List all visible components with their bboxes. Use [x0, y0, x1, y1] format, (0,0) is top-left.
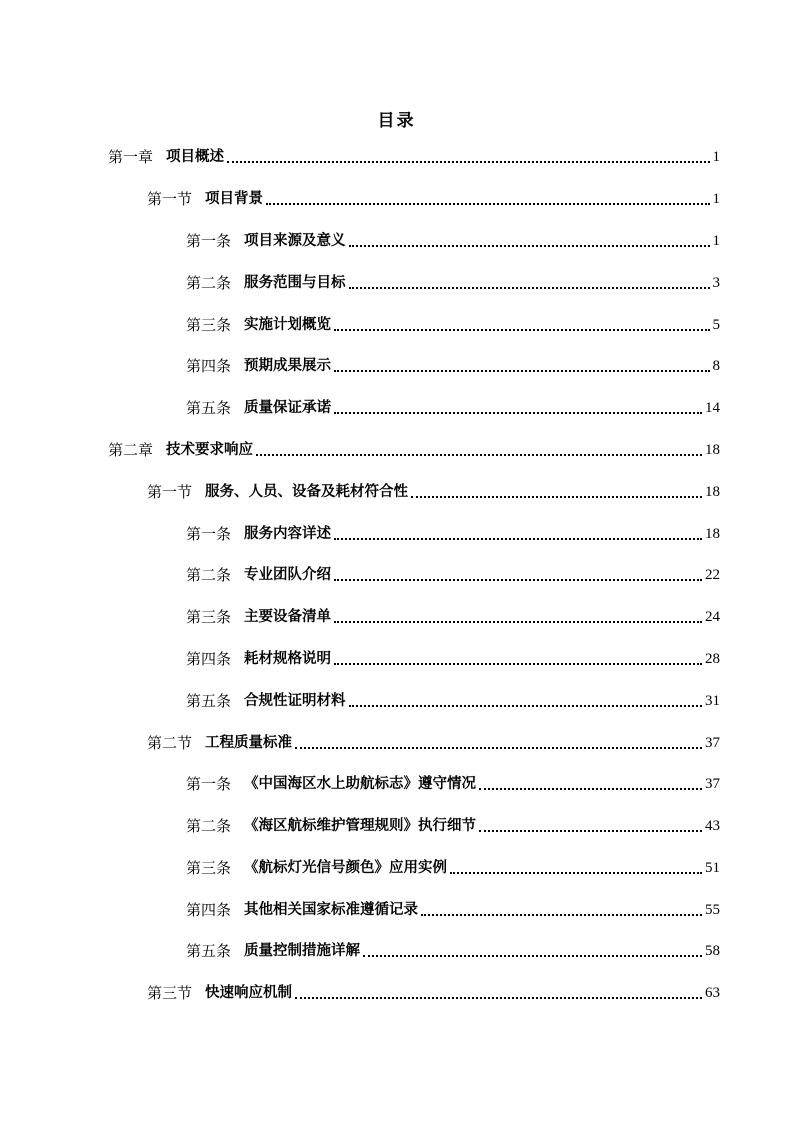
- toc-number: 第一条: [186, 232, 232, 250]
- toc-page-number: 22: [705, 567, 720, 583]
- toc-entry-ch1-sec1-art2[interactable]: [186, 272, 720, 294]
- toc-number: 第三条: [186, 859, 232, 877]
- toc-entry-ch1[interactable]: [108, 146, 720, 168]
- toc-leader: [479, 788, 702, 790]
- toc-number: 第二条: [186, 566, 232, 584]
- toc-text: 实施计划概览: [244, 317, 332, 333]
- toc-page-number: 37: [705, 735, 720, 751]
- toc-text: 工程质量标准: [205, 735, 293, 751]
- toc-entry-ch2-sec1-art2[interactable]: [186, 564, 720, 586]
- toc-text: 《中国海区水上助航标志》遵守情况: [244, 776, 477, 792]
- toc-entry-ch2-sec1-art5[interactable]: [186, 690, 720, 712]
- toc-text: 质量控制措施详解: [244, 943, 361, 959]
- toc-number: 第五条: [186, 399, 232, 417]
- toc-entry-ch1-sec1-art1[interactable]: [186, 230, 720, 252]
- toc-entry-ch2-sec1-art1[interactable]: [186, 523, 720, 545]
- toc-page-number: 14: [705, 400, 720, 416]
- toc-text: 质量保证承诺: [244, 400, 332, 416]
- toc-text: 服务范围与目标: [244, 275, 346, 291]
- toc-page-number: 58: [705, 943, 720, 959]
- toc-leader: [295, 747, 702, 749]
- toc-text: 项目来源及意义: [244, 233, 346, 249]
- toc-number: 第三条: [186, 608, 232, 626]
- toc-leader: [227, 161, 709, 163]
- toc-entry-ch2-sec2-art1[interactable]: [186, 773, 720, 795]
- toc-entry-ch2[interactable]: [108, 439, 720, 461]
- toc-page-number: 31: [705, 693, 720, 709]
- toc-leader: [349, 245, 710, 247]
- toc-leader: [349, 705, 702, 707]
- toc-entry-ch1-sec1-art5[interactable]: [186, 397, 720, 419]
- toc-number: 第四条: [186, 901, 232, 919]
- toc-number: 第三节: [147, 984, 193, 1002]
- toc-page-number: 24: [705, 609, 720, 625]
- toc-page-number: 1: [712, 149, 720, 165]
- toc-text: 其他相关国家标准遵循记录: [244, 902, 419, 918]
- toc-number: 第三条: [186, 316, 232, 334]
- toc-entry-ch2-sec2-art3[interactable]: [186, 857, 720, 879]
- toc-entry-ch1-sec1-art3[interactable]: [186, 314, 720, 336]
- toc-number: 第二章: [108, 441, 154, 459]
- toc-number: 第一节: [147, 483, 193, 501]
- toc-leader: [334, 329, 709, 331]
- toc-leader: [334, 412, 702, 414]
- toc-page-number: 55: [705, 902, 720, 918]
- toc-leader: [295, 997, 702, 999]
- toc-text: 技术要求响应: [166, 442, 254, 458]
- toc-page-number: 18: [705, 526, 720, 542]
- toc-entry-ch2-sec3[interactable]: [147, 982, 720, 1004]
- toc-page-number: 37: [705, 776, 720, 792]
- toc-leader: [334, 663, 702, 665]
- toc-leader: [334, 538, 702, 540]
- toc-page-number: 43: [705, 818, 720, 834]
- toc-entry-ch2-sec2-art2[interactable]: [186, 815, 720, 837]
- toc-entry-ch1-sec1[interactable]: [147, 188, 720, 210]
- toc-text: 合规性证明材料: [244, 693, 346, 709]
- toc-leader: [450, 872, 702, 874]
- toc-number: 第五条: [186, 692, 232, 710]
- toc-leader: [334, 621, 702, 623]
- toc-number: 第一节: [147, 190, 193, 208]
- toc-leader: [421, 914, 702, 916]
- toc-page-number: 18: [705, 442, 720, 458]
- toc-entry-ch2-sec1-art4[interactable]: [186, 648, 720, 670]
- toc-text: 耗材规格说明: [244, 651, 332, 667]
- toc-page-number: 28: [705, 651, 720, 667]
- toc-number: 第二节: [147, 734, 193, 752]
- toc-leader: [349, 287, 710, 289]
- toc-text: 快速响应机制: [205, 985, 293, 1001]
- toc-number: 第二条: [186, 274, 232, 292]
- toc-text: 《海区航标维护管理规则》执行细节: [244, 818, 477, 834]
- toc-entry-ch1-sec1-art4[interactable]: [186, 355, 720, 377]
- toc-page-number: 63: [705, 985, 720, 1001]
- toc-text: 主要设备清单: [244, 609, 332, 625]
- toc-text: 项目背景: [205, 191, 264, 207]
- toc-number: 第五条: [186, 942, 232, 960]
- toc-entry-ch2-sec2-art5[interactable]: [186, 940, 720, 962]
- toc-page-number: 1: [712, 191, 720, 207]
- toc-number: 第四条: [186, 357, 232, 375]
- toc-entry-ch2-sec1[interactable]: [147, 481, 720, 503]
- toc-page-number: 5: [712, 317, 720, 333]
- toc-number: 第一条: [186, 775, 232, 793]
- page-title: 目录: [377, 111, 416, 131]
- toc-text: 项目概述: [166, 149, 225, 165]
- toc-entry-ch2-sec2-art4[interactable]: [186, 899, 720, 921]
- toc-page-number: 1: [712, 233, 720, 249]
- toc-page-number: 3: [712, 275, 720, 291]
- toc-entry-ch2-sec2[interactable]: [147, 732, 720, 754]
- toc-number: 第一条: [186, 525, 232, 543]
- toc-number: 第四条: [186, 650, 232, 668]
- toc-leader: [334, 370, 709, 372]
- toc-text: 预期成果展示: [244, 358, 332, 374]
- toc-text: 《航标灯光信号颜色》应用实例: [244, 860, 448, 876]
- toc-text: 专业团队介绍: [244, 567, 332, 583]
- toc-page-number: 18: [705, 484, 720, 500]
- toc-number: 第二条: [186, 817, 232, 835]
- toc-page-number: 51: [705, 860, 720, 876]
- toc-leader: [266, 203, 709, 205]
- toc-leader: [363, 955, 702, 957]
- toc-leader: [411, 496, 702, 498]
- toc-leader: [256, 454, 702, 456]
- toc-number: 第一章: [108, 148, 154, 166]
- toc-page-number: 8: [712, 358, 720, 374]
- toc-text: 服务、人员、设备及耗材符合性: [205, 484, 409, 500]
- toc-leader: [479, 830, 702, 832]
- toc-leader: [334, 579, 702, 581]
- toc-text: 服务内容详述: [244, 526, 332, 542]
- toc-entry-ch2-sec1-art3[interactable]: [186, 606, 720, 628]
